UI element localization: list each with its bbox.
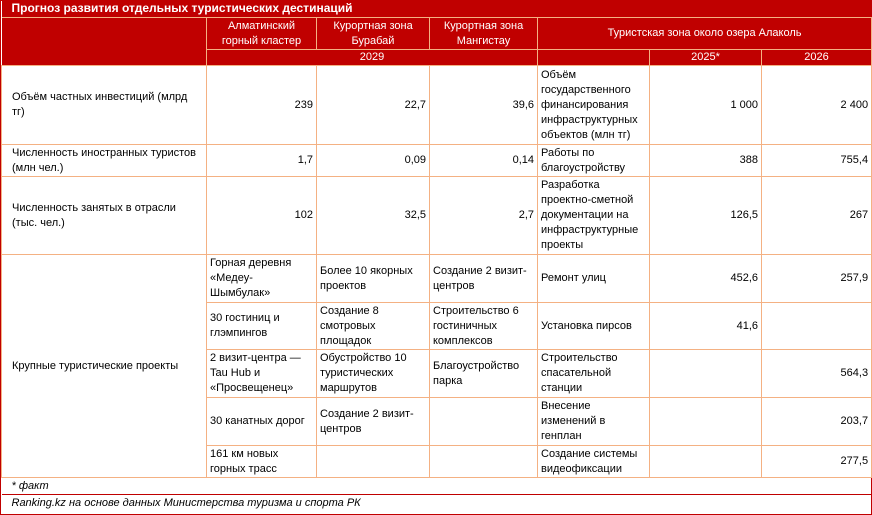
cell-value: 1 000 [650, 66, 762, 145]
cell-value [650, 398, 762, 446]
project-cell [317, 446, 430, 478]
header-col3: Курортная зона Мангистау [430, 18, 538, 50]
table-row [2, 145, 872, 177]
cell-value [650, 446, 762, 478]
forecast-table [1, 0, 872, 511]
cell-value: 0,14 [430, 145, 538, 177]
cell-value: 755,4 [762, 145, 872, 177]
cell-value: 2,7 [430, 177, 538, 255]
header-alakol: Туристская зона около озера Алаколь [538, 18, 872, 50]
header-row [2, 18, 872, 50]
cell-value: 126,5 [650, 177, 762, 255]
alakol-label: Ремонт улиц [538, 255, 650, 303]
cell-value [650, 350, 762, 398]
project-cell [430, 446, 538, 478]
row-label: Объём частных инвестиций (млрд тг) [2, 66, 207, 145]
year-2025: 2025* [650, 50, 762, 66]
year-main: 2029 [207, 50, 538, 66]
header-col2: Курортная зона Бурабай [317, 18, 430, 50]
table-title: Прогноз развития отдельных туристических дестинаций [2, 0, 872, 18]
table-row [2, 66, 872, 145]
cell-value [762, 303, 872, 350]
row-label: Численность занятых в отрасли (тыс. чел.) [2, 177, 207, 255]
cell-value: 32,5 [317, 177, 430, 255]
project-cell: 161 км новых горных трасс [207, 446, 317, 478]
project-cell: 2 визит-центра — Tau Hub и «Просвещенец» [207, 350, 317, 398]
project-cell: Создание 2 визит-центров [317, 398, 430, 446]
project-cell: Обустройство 10 туристических маршрутов [317, 350, 430, 398]
alakol-label: Разработка проектно-сметной документации на инфраструктурные проекты [538, 177, 650, 255]
project-row [2, 255, 872, 303]
project-cell [430, 398, 538, 446]
cell-value: 22,7 [317, 66, 430, 145]
cell-value: 203,7 [762, 398, 872, 446]
cell-value: 41,6 [650, 303, 762, 350]
alakol-label: Внесение изменений в генплан [538, 398, 650, 446]
header-blank [2, 18, 207, 66]
project-cell: Более 10 якорных проектов [317, 255, 430, 303]
cell-value: 452,6 [650, 255, 762, 303]
project-cell: Горная деревня «Медеу-Шымбулак» [207, 255, 317, 303]
cell-value: 564,3 [762, 350, 872, 398]
cell-value: 39,6 [430, 66, 538, 145]
title-row [2, 0, 872, 18]
project-cell: Строительство 6 гостиничных комплексов [430, 303, 538, 350]
cell-value: 267 [762, 177, 872, 255]
table-row [2, 177, 872, 255]
cell-value: 388 [650, 145, 762, 177]
source-note: Ranking.kz на основе данных Министерства туризма и спорта РК [2, 495, 872, 512]
alakol-label: Строительство спасательной станции [538, 350, 650, 398]
source-row [2, 495, 872, 512]
cell-value: 0,09 [317, 145, 430, 177]
project-cell: Благоустройство парка [430, 350, 538, 398]
alakol-label: Работы по благоустройству [538, 145, 650, 177]
project-cell: Создание 8 смотровых площадок [317, 303, 430, 350]
cell-value: 2 400 [762, 66, 872, 145]
alakol-label: Объём государственного финансирования инфраструктурных объектов (млн тг) [538, 66, 650, 145]
year-blank [538, 50, 650, 66]
year-2026: 2026 [762, 50, 872, 66]
project-cell: 30 канатных дорог [207, 398, 317, 446]
projects-label: Крупные туристические проекты [2, 255, 207, 478]
row-label: Численность иностранных туристов (млн чел.) [2, 145, 207, 177]
cell-value: 239 [207, 66, 317, 145]
project-cell: 30 гостиниц и глэмпингов [207, 303, 317, 350]
alakol-label: Установка пирсов [538, 303, 650, 350]
project-cell: Создание 2 визит-центров [430, 255, 538, 303]
alakol-label: Создание системы видеофиксации [538, 446, 650, 478]
cell-value: 257,9 [762, 255, 872, 303]
cell-value: 102 [207, 177, 317, 255]
footnote-row [2, 478, 872, 495]
header-col1: Алматинский горный кластер [207, 18, 317, 50]
cell-value: 277,5 [762, 446, 872, 478]
cell-value: 1,7 [207, 145, 317, 177]
footnote: * факт [2, 478, 872, 495]
